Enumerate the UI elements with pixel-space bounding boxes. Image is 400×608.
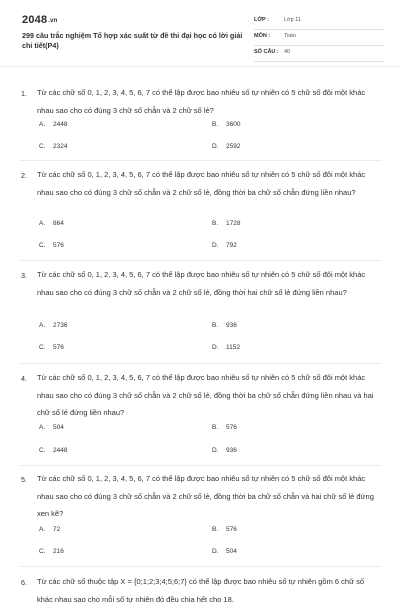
meta-row-grade bbox=[254, 14, 384, 30]
option-value: 576 bbox=[226, 424, 237, 431]
question-divider bbox=[20, 260, 382, 261]
option-letter: B. bbox=[212, 322, 219, 329]
option-a[interactable] bbox=[39, 220, 64, 227]
question-divider bbox=[20, 465, 382, 466]
meta-value: Lớp 11 bbox=[284, 17, 301, 23]
option-c[interactable] bbox=[39, 143, 67, 150]
option-b[interactable] bbox=[212, 220, 240, 227]
question-text: Từ các chữ số thuộc tập X = {0;1;2;3;4;5;6;7} có thể lập được bao nhiêu số tự nhiên gồm 6 chữ số khác nhau sao cho mỗi số tự nhiên đó đều chia hết cho 18. bbox=[37, 577, 365, 604]
option-value: 576 bbox=[53, 344, 64, 351]
question-divider bbox=[20, 566, 382, 567]
option-value: 1728 bbox=[226, 220, 241, 227]
meta-label: LỚP : bbox=[254, 17, 269, 23]
option-value: 2448 bbox=[53, 121, 68, 128]
question-divider bbox=[20, 363, 382, 364]
option-letter: D. bbox=[212, 344, 219, 351]
option-value: 1152 bbox=[226, 344, 240, 351]
meta-label: MÔN : bbox=[254, 33, 271, 39]
option-letter: D. bbox=[212, 447, 219, 454]
site-logo[interactable] bbox=[22, 14, 58, 26]
option-a[interactable] bbox=[39, 424, 64, 431]
option-a[interactable] bbox=[39, 322, 67, 329]
question-number: 4. bbox=[21, 374, 27, 383]
option-c[interactable] bbox=[39, 548, 64, 555]
question-number: 6. bbox=[21, 578, 27, 587]
option-letter: A. bbox=[39, 526, 46, 533]
option-value: 2736 bbox=[53, 322, 68, 329]
option-value: 2324 bbox=[53, 143, 68, 150]
option-letter: B. bbox=[212, 526, 219, 533]
option-value: 3600 bbox=[226, 121, 241, 128]
question-text: Từ các chữ số 0, 1, 2, 3, 4, 5, 6, 7 có thể lập được bao nhiêu số tự nhiên có 5 chữ số đôi một khác nhau sao cho có đúng 3 chữ số chẵn và 2 chữ số lẻ, đồng thời ba chữ số chẵn và hai chữ số lẻ đứng xen kẽ? bbox=[37, 474, 374, 518]
option-value: 792 bbox=[226, 242, 237, 249]
question-text: Từ các chữ số 0, 1, 2, 3, 4, 5, 6, 7 có thể lập được bao nhiêu số tự nhiên có 5 chữ số đôi một khác nhau sao cho có đúng 3 chữ số chẵn và 2 chữ số lẻ, đồng thời ba chữ số chẵn đứng liền nhau và hai chữ số lẻ đứng liền nhau? bbox=[37, 373, 374, 417]
option-value: 2448 bbox=[53, 447, 68, 454]
option-d[interactable] bbox=[212, 242, 237, 249]
option-letter: A. bbox=[39, 121, 46, 128]
option-b[interactable] bbox=[212, 322, 237, 329]
question-text: Từ các chữ số 0, 1, 2, 3, 4, 5, 6, 7 có thể lập được bao nhiêu số tự nhiên có 5 chữ số đôi một khác nhau sao cho có đúng 3 chữ số chẵn và 2 chữ số lẻ, đồng thời hai chữ số lẻ đứng liền nhau? bbox=[37, 270, 366, 297]
option-letter: A. bbox=[39, 424, 46, 431]
option-value: 504 bbox=[53, 424, 64, 431]
option-letter: C. bbox=[39, 143, 46, 150]
worksheet-meta bbox=[254, 14, 384, 62]
option-d[interactable] bbox=[212, 447, 237, 454]
meta-label: SỐ CÂU : bbox=[254, 49, 279, 55]
option-letter: C. bbox=[39, 242, 46, 249]
option-a[interactable] bbox=[39, 526, 60, 533]
option-c[interactable] bbox=[39, 447, 67, 454]
option-value: 936 bbox=[226, 322, 237, 329]
option-letter: B. bbox=[212, 121, 219, 128]
option-d[interactable] bbox=[212, 143, 240, 150]
option-value: 72 bbox=[53, 526, 61, 533]
question-number: 1. bbox=[21, 89, 27, 98]
meta-value: Toán bbox=[284, 33, 296, 39]
option-letter: D. bbox=[212, 242, 219, 249]
option-letter: B. bbox=[212, 424, 219, 431]
option-letter: A. bbox=[39, 322, 46, 329]
option-value: 2592 bbox=[226, 143, 241, 150]
question-divider bbox=[20, 160, 382, 161]
option-d[interactable] bbox=[212, 344, 240, 351]
option-c[interactable] bbox=[39, 242, 64, 249]
question-text: Từ các chữ số 0, 1, 2, 3, 4, 5, 6, 7 có thể lập được bao nhiêu số tự nhiên có 5 chữ số đôi một khác nhau sao cho có đúng 3 chữ số chẵn và 2 chữ số lẻ? bbox=[37, 88, 366, 115]
option-value: 864 bbox=[53, 220, 64, 227]
option-d[interactable] bbox=[212, 548, 237, 555]
option-value: 216 bbox=[53, 548, 64, 555]
meta-row-subject bbox=[254, 30, 384, 46]
question-number: 5. bbox=[21, 475, 27, 484]
option-value: 936 bbox=[226, 447, 237, 454]
worksheet-title: 299 câu trắc nghiệm Tổ hợp xác suất từ đề thi đại học có lời giải chi tiết(P4) bbox=[22, 31, 243, 50]
logo-main: 2048 bbox=[22, 14, 48, 26]
option-c[interactable] bbox=[39, 344, 64, 351]
question-number: 2. bbox=[21, 171, 27, 180]
option-letter: A. bbox=[39, 220, 46, 227]
option-letter: D. bbox=[212, 548, 219, 555]
question-number: 3. bbox=[21, 271, 27, 280]
option-value: 576 bbox=[226, 526, 237, 533]
option-letter: C. bbox=[39, 548, 46, 555]
option-letter: C. bbox=[39, 344, 46, 351]
meta-value: 40 bbox=[284, 49, 291, 55]
question-text: Từ các chữ số 0, 1, 2, 3, 4, 5, 6, 7 có thể lập được bao nhiêu số tự nhiên có 5 chữ số đôi một khác nhau sao cho có đúng 3 chữ số chẵn và 2 chữ số lẻ, đồng thời ba chữ số chẵn đứng liền nhau? bbox=[37, 170, 366, 197]
header-divider bbox=[0, 66, 400, 67]
option-b[interactable] bbox=[212, 526, 237, 533]
logo-tld: .vn bbox=[48, 18, 58, 24]
option-b[interactable] bbox=[212, 121, 240, 128]
option-letter: B. bbox=[212, 220, 219, 227]
meta-row-question-count bbox=[254, 46, 384, 62]
option-b[interactable] bbox=[212, 424, 237, 431]
worksheet-header bbox=[0, 0, 400, 68]
option-letter: C. bbox=[39, 447, 46, 454]
option-value: 504 bbox=[226, 548, 237, 555]
option-value: 576 bbox=[53, 242, 64, 249]
option-a[interactable] bbox=[39, 121, 67, 128]
option-letter: D. bbox=[212, 143, 219, 150]
